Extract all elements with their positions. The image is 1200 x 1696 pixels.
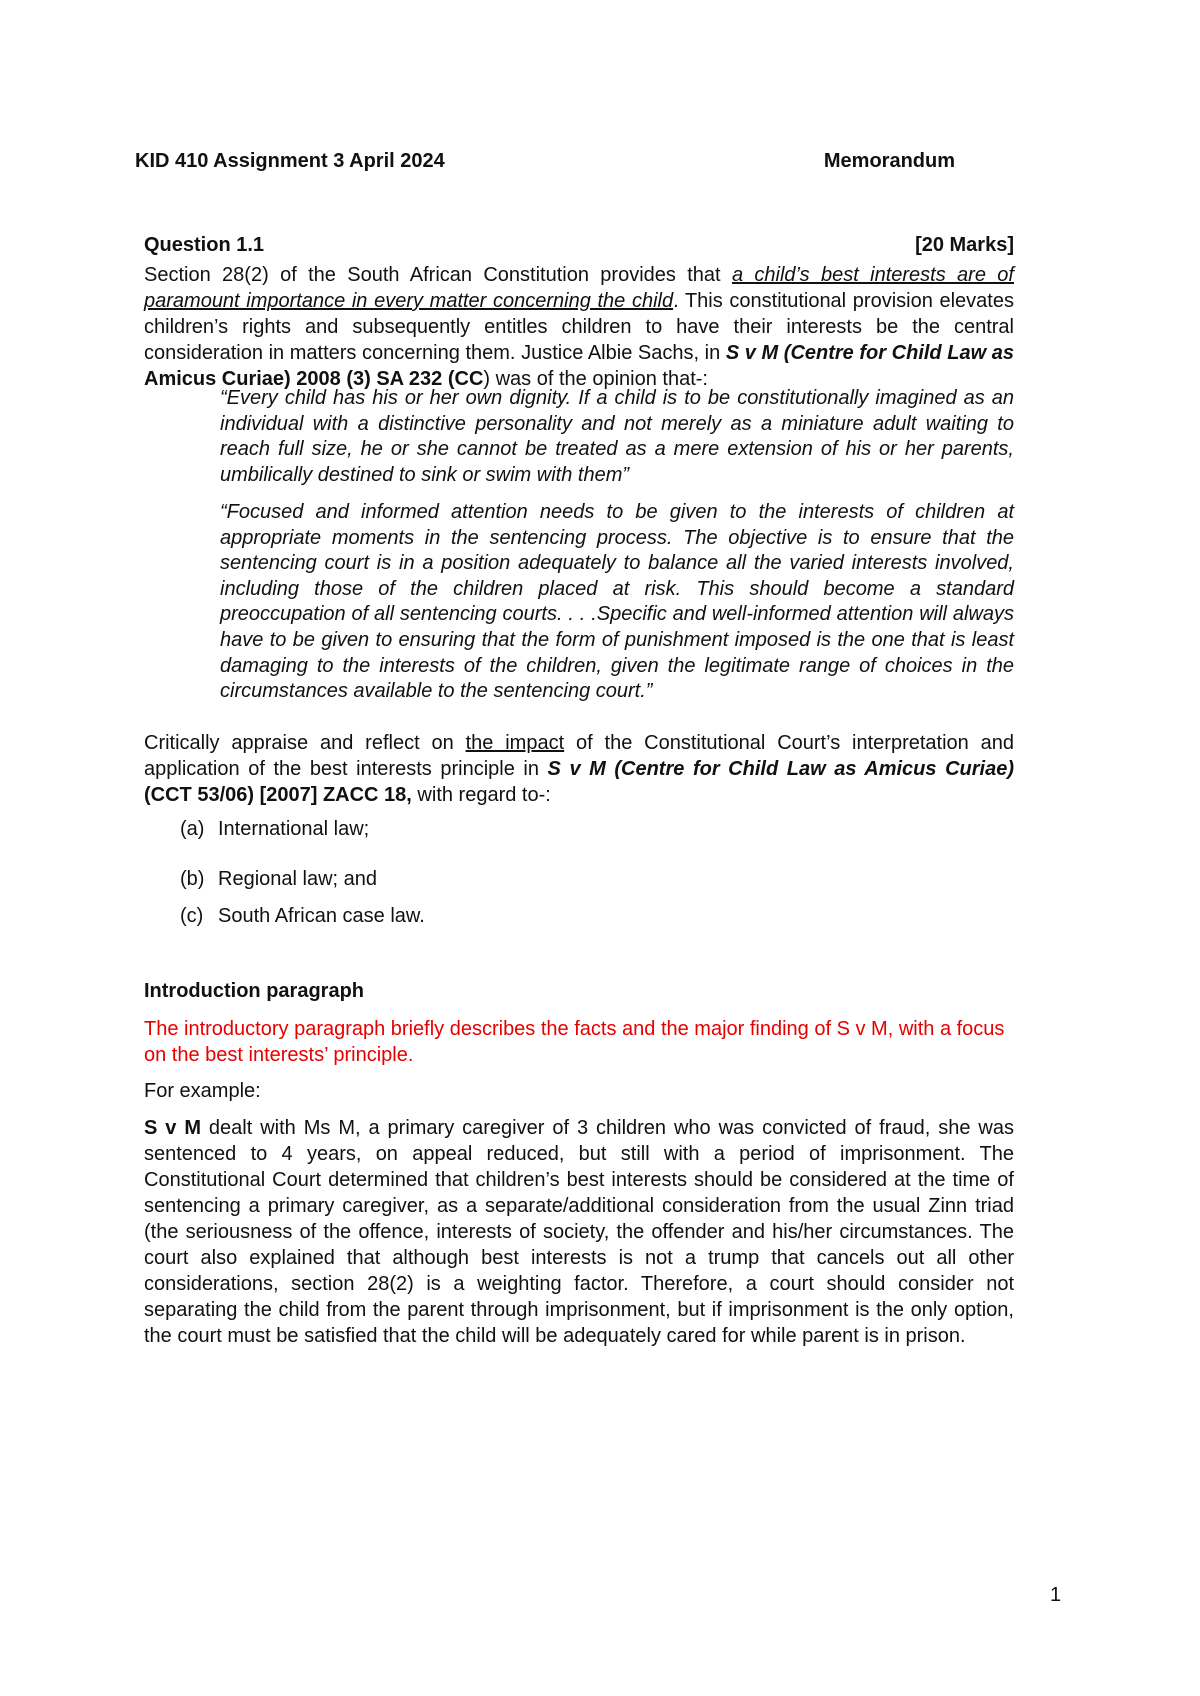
list-marker: (b) <box>180 868 205 890</box>
header-title: KID 410 Assignment 3 April 2024 <box>135 150 445 172</box>
list-item <box>180 903 425 929</box>
question-marks: [20 Marks] <box>915 234 1014 256</box>
para1-text-3: ) was of the opinion that-: <box>483 368 708 390</box>
introduction-heading: Introduction paragraph <box>144 980 364 1002</box>
list-marker: (c) <box>180 905 204 927</box>
example-case-name: S v M <box>144 1117 201 1139</box>
quote-sentencing: “Focused and informed attention needs to be given to the interests of children at appropriate moments in the sentencing process. The objective is to ensure that the sentencing court is in a position adequately to balance all the varied interests involved, including those of the children placed at risk. This should become a standard preoccupation of all sentencing courts. . . .Specific and well-informed attention will always have to be given to ensuring that the form of punishment imposed is the one that is least damaging to the interests of the children, given the legitimate range of choices in the circumstances available to the sentencing court.” <box>220 501 1014 703</box>
for-example-label: For example: <box>144 1080 261 1102</box>
example-text: dealt with Ms M, a primary caregiver of 3 children who was convicted of fraud, she was sentenced to 4 years, on appeal reduced, but still with a period of imprisonment. The Constitutional Court determined that children’s best interests should be considered at the time of sentencing a primary caregiver, as a separate/additional consideration from the usual Zinn triad (the seriousness of the offence, interests of society, the offender and his/her circumstances. The court also explained that although best interests is not a trump that cancels out all other considerations, section 28(2) is a weighting factor. Therefore, a court should consider not separating the child from the parent through imprisonment, but if imprisonment is the only option, the court must be satisfied that the child will be adequately cared for while parent is in prison. <box>144 1117 1014 1347</box>
example-paragraph <box>144 1115 1014 1349</box>
para1-text-2: . This constitutional provision elevates children’s rights and subsequently entitles children to have their interests be the central consideration in matters concerning them. Justice Albie Sachs, in <box>144 290 1014 364</box>
document-header <box>135 150 955 173</box>
para1-case-name-2: Amicus Curiae) 2008 (3) SA 232 (CC <box>144 368 484 390</box>
para2-underlined-impact: the impact <box>465 732 565 754</box>
para2-text-1: Critically appraise and reflect on <box>144 732 466 754</box>
para2-citation: (CCT 53/06) [2007] ZACC 18, <box>144 784 412 806</box>
para1-underlined-principle: a child’s best interests are of paramount importance in every matter concerning the child <box>144 264 1014 312</box>
list-text: South African case law. <box>218 905 425 927</box>
list-item <box>180 816 369 842</box>
list-item <box>180 866 377 892</box>
para2-text-2: of the Constitutional Court’s interpretation and application of the best interests principle in <box>144 732 1014 780</box>
para1-text-1: Section 28(2) of the South African Constitution provides that <box>144 264 732 286</box>
question-heading <box>144 234 1014 257</box>
para1-case-name-1: S v M (Centre for Child Law as <box>725 342 1015 364</box>
list-text: International law; <box>218 818 370 840</box>
intro-instruction-red: The introductory paragraph briefly describes the facts and the major finding of S v M, with a focus on the best interests’ principle. <box>144 1018 1005 1066</box>
list-marker: (a) <box>180 818 205 840</box>
header-memorandum: Memorandum <box>823 150 955 172</box>
list-text: Regional law; and <box>218 868 377 890</box>
para2-text-3: with regard to-: <box>411 784 551 806</box>
question-label: Question 1.1 <box>144 234 265 256</box>
quote-dignity: “Every child has his or her own dignity. If a child is to be constitutionally imagined as an individual with a distinctive personality and not merely as a miniature adult waiting to reach full size, he or she cannot be treated as a mere extension of his or her parents, umbilically destined to sink or swim with them” <box>220 387 1014 486</box>
para2-case-name: S v M (Centre for Child Law as Amicus Curiae) <box>547 758 1014 780</box>
paragraph-task <box>144 730 1014 808</box>
page-number: 1 <box>1050 1584 1062 1606</box>
paragraph-section-28 <box>144 262 1014 392</box>
